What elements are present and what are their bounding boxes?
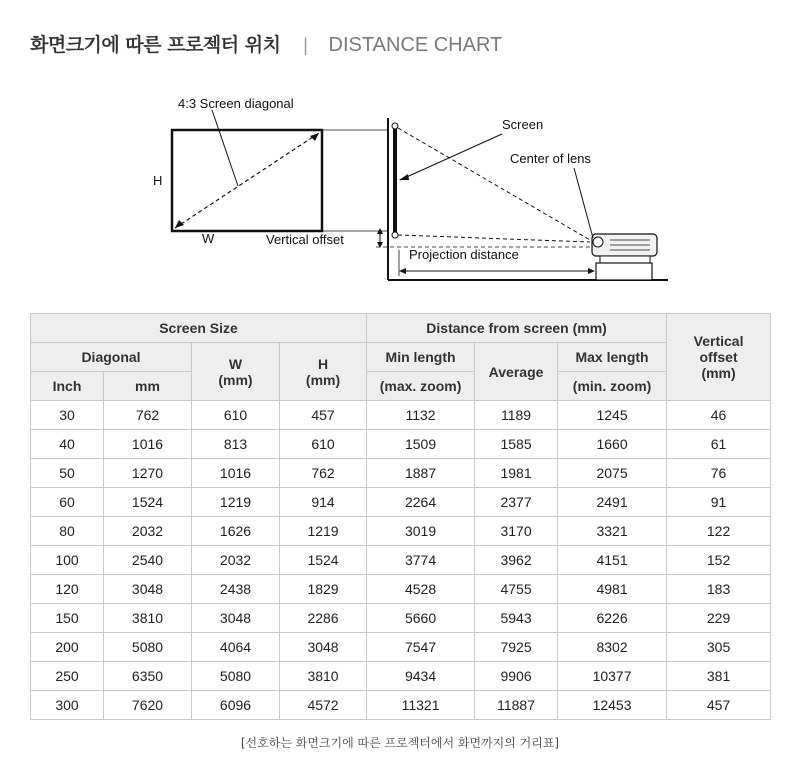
table-cell: 3048 [192, 604, 280, 633]
table-cell: 457 [280, 401, 367, 430]
table-cell: 7925 [475, 633, 558, 662]
table-cell: 3810 [104, 604, 192, 633]
table-cell: 1981 [475, 459, 558, 488]
table-cell: 9434 [367, 662, 475, 691]
table-cell: 4528 [367, 575, 475, 604]
table-cell: 1626 [192, 517, 280, 546]
table-cell: 1016 [192, 459, 280, 488]
table-row [31, 691, 771, 720]
ray-top [398, 128, 590, 240]
projection-diagram [150, 90, 670, 290]
table-cell: 1509 [367, 430, 475, 459]
table-cell: 762 [104, 401, 192, 430]
table-cell: 2377 [475, 488, 558, 517]
table-cell: 4151 [558, 546, 667, 575]
table-cell: 4981 [558, 575, 667, 604]
table-cell: 60 [31, 488, 104, 517]
table-cell: 3048 [104, 575, 192, 604]
table-cell: 10377 [558, 662, 667, 691]
table-cell: 50 [31, 459, 104, 488]
header-min-length: Min length [367, 343, 475, 372]
header-inch: Inch [31, 372, 104, 401]
header-max-length: Max length [558, 343, 667, 372]
table-cell: 1189 [475, 401, 558, 430]
table-row [31, 430, 771, 459]
table-cell: 11887 [475, 691, 558, 720]
table-cell: 1245 [558, 401, 667, 430]
table-cell: 2286 [280, 604, 367, 633]
table-cell: 305 [667, 633, 771, 662]
header-max-sub: (min. zoom) [558, 372, 667, 401]
header-height: H (mm) [280, 343, 367, 401]
table-cell: 1585 [475, 430, 558, 459]
header-min-sub: (max. zoom) [367, 372, 475, 401]
table-row [31, 546, 771, 575]
table-row [31, 488, 771, 517]
table-cell: 1219 [192, 488, 280, 517]
table-cell: 457 [667, 691, 771, 720]
screen-callout-arrow [399, 174, 409, 180]
table-cell: 2032 [192, 546, 280, 575]
table-cell: 40 [31, 430, 104, 459]
table-cell: 229 [667, 604, 771, 633]
table-cell: 3170 [475, 517, 558, 546]
table-cell: 6096 [192, 691, 280, 720]
table-cell: 11321 [367, 691, 475, 720]
vertical-offset-label: Vertical offset [266, 232, 344, 247]
table-cell: 2491 [558, 488, 667, 517]
table-cell: 5080 [104, 633, 192, 662]
table-cell: 152 [667, 546, 771, 575]
table-cell: 100 [31, 546, 104, 575]
table-cell: 7547 [367, 633, 475, 662]
table-row [31, 662, 771, 691]
distance-arrow-right [588, 268, 595, 274]
table-cell: 1270 [104, 459, 192, 488]
header-mm: mm [104, 372, 192, 401]
table-row [31, 401, 771, 430]
projection-distance-label: Projection distance [409, 247, 519, 262]
table-cell: 12453 [558, 691, 667, 720]
table-body [31, 401, 771, 720]
screen-label: Screen [502, 117, 544, 132]
header-vertical-offset: Vertical offset (mm) [667, 314, 771, 401]
screen-bottom-marker [392, 232, 398, 238]
table-cell: 2264 [367, 488, 475, 517]
page-title-korean: 화면크기에 따른 프로젝터 위치 [30, 34, 281, 56]
table-cell: 914 [280, 488, 367, 517]
header-screen-size: Screen Size [31, 314, 367, 343]
table-cell: 1016 [104, 430, 192, 459]
width-label: W [202, 231, 215, 246]
table-cell: 150 [31, 604, 104, 633]
table-cell: 1219 [280, 517, 367, 546]
table-cell: 61 [667, 430, 771, 459]
table-cell: 3774 [367, 546, 475, 575]
table-cell: 5080 [192, 662, 280, 691]
table-cell: 3048 [280, 633, 367, 662]
table-cell: 4755 [475, 575, 558, 604]
table-cell: 3962 [475, 546, 558, 575]
projector-icon [592, 234, 657, 280]
table-cell: 30 [31, 401, 104, 430]
header-width: W (mm) [192, 343, 280, 401]
screen-top-marker [392, 123, 398, 129]
table-cell: 120 [31, 575, 104, 604]
table-row [31, 633, 771, 662]
table-cell: 46 [667, 401, 771, 430]
table-cell: 1524 [104, 488, 192, 517]
table-cell: 4064 [192, 633, 280, 662]
table-cell: 610 [192, 401, 280, 430]
table-cell: 5943 [475, 604, 558, 633]
table-cell: 122 [667, 517, 771, 546]
table-cell: 200 [31, 633, 104, 662]
title-separator: | [302, 35, 309, 56]
table-cell: 91 [667, 488, 771, 517]
table-cell: 1132 [367, 401, 475, 430]
table-row [31, 517, 771, 546]
table-cell: 3810 [280, 662, 367, 691]
header-average: Average [475, 343, 558, 401]
table-cell: 5660 [367, 604, 475, 633]
table-cell: 300 [31, 691, 104, 720]
table-cell: 80 [31, 517, 104, 546]
table-cell: 6226 [558, 604, 667, 633]
table-cell: 610 [280, 430, 367, 459]
screen-callout [400, 134, 502, 180]
table-cell: 76 [667, 459, 771, 488]
table-row [31, 459, 771, 488]
table-cell: 3019 [367, 517, 475, 546]
page-title-english: DISTANCE CHART [328, 34, 503, 56]
diagonal-label: 4:3 Screen diagonal [178, 96, 294, 111]
table-cell: 8302 [558, 633, 667, 662]
footnote: [선호하는 화면크기에 따른 프로젝터에서 화면까지의 거리표] [240, 736, 560, 750]
table-cell: 813 [192, 430, 280, 459]
table-cell: 250 [31, 662, 104, 691]
header-diagonal: Diagonal [31, 343, 192, 372]
table-cell: 1660 [558, 430, 667, 459]
table-row [31, 604, 771, 633]
table-cell: 7620 [104, 691, 192, 720]
table-cell: 2540 [104, 546, 192, 575]
distance-table [30, 313, 771, 720]
diagonal-line [175, 133, 319, 228]
table-cell: 4572 [280, 691, 367, 720]
center-of-lens-label: Center of lens [510, 151, 591, 166]
ray-bottom [398, 235, 590, 242]
lens-callout [574, 168, 593, 238]
diagonal-label-leader [212, 110, 238, 186]
table-cell: 1887 [367, 459, 475, 488]
distance-arrow-left [399, 268, 406, 274]
table-cell: 9906 [475, 662, 558, 691]
table-cell: 183 [667, 575, 771, 604]
table-cell: 2438 [192, 575, 280, 604]
diagonal-arrow-end [310, 133, 319, 141]
table-cell: 1829 [280, 575, 367, 604]
page-header [30, 30, 502, 57]
height-label: H [153, 173, 163, 188]
table-cell: 762 [280, 459, 367, 488]
table-cell: 1524 [280, 546, 367, 575]
diagonal-arrow-start [175, 220, 184, 228]
table-header [31, 314, 771, 401]
table-cell: 6350 [104, 662, 192, 691]
header-distance: Distance from screen (mm) [367, 314, 667, 343]
table-row [31, 575, 771, 604]
table-cell: 3321 [558, 517, 667, 546]
table-cell: 381 [667, 662, 771, 691]
table-cell: 2032 [104, 517, 192, 546]
table-cell: 2075 [558, 459, 667, 488]
